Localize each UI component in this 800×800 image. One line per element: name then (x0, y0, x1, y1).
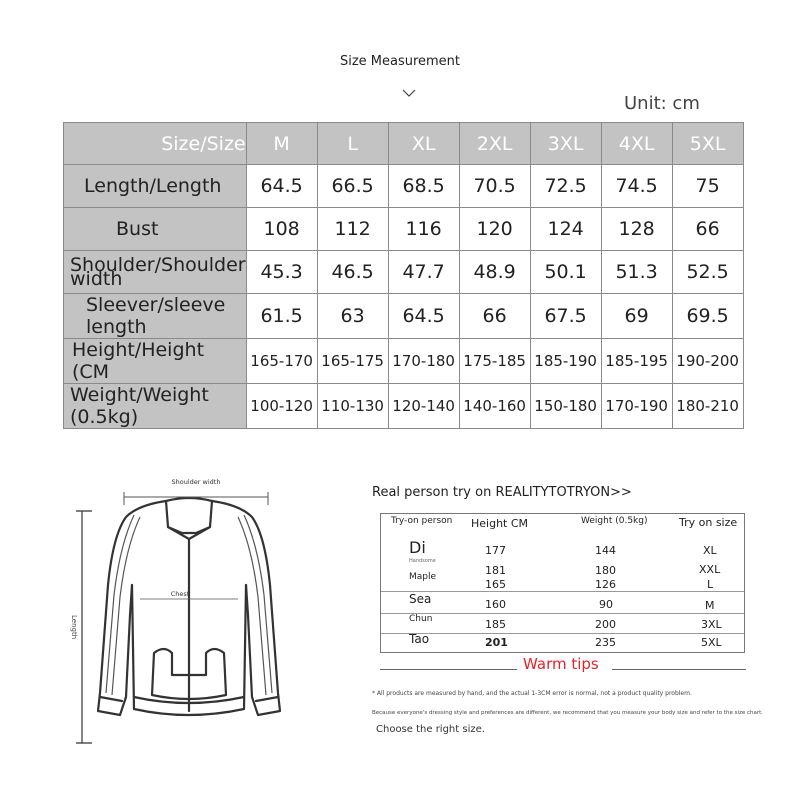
tryon-weight: 235 (595, 636, 616, 649)
table-cell: 116 (388, 208, 459, 251)
table-cell: 165-175 (317, 339, 388, 384)
table-cell: 70.5 (459, 165, 530, 208)
tryon-person-name: Di (409, 538, 426, 557)
table-cell: 46.5 (317, 251, 388, 294)
unit-label: Unit: cm (624, 93, 700, 114)
size-header-l: L (317, 123, 388, 165)
table-cell: 72.5 (530, 165, 601, 208)
table-cell: 66.5 (317, 165, 388, 208)
tryon-size: L (707, 578, 714, 591)
tryon-height: 165 (485, 578, 506, 591)
size-header-row (64, 123, 744, 165)
size-header-xl: XL (388, 123, 459, 165)
size-header-m: M (246, 123, 317, 165)
tryon-person-name: Sea (409, 592, 432, 606)
divider (380, 669, 517, 670)
tryon-weight: 180 (595, 564, 616, 577)
table-cell: 175-185 (459, 339, 530, 384)
table-cell: 50.1 (530, 251, 601, 294)
table-cell: 67.5 (530, 294, 601, 339)
page-title: Size Measurement (339, 54, 461, 69)
tryon-person-name: Tao (409, 632, 430, 646)
table-cell: 47.7 (388, 251, 459, 294)
table-cell: 185-195 (601, 339, 672, 384)
size-header-4xl: 4XL (601, 123, 672, 165)
table-cell: 140-160 (459, 384, 530, 429)
tryon-weight: 144 (595, 544, 616, 557)
size-header-label: Size/Size (64, 123, 247, 165)
row-label-height: Height/Height (CM (64, 339, 247, 384)
tryon-height: 160 (485, 598, 506, 611)
jacket-diagram (68, 475, 308, 755)
table-cell: 150-180 (530, 384, 601, 429)
tryon-size: 3XL (701, 618, 722, 631)
table-cell: 110-130 (317, 384, 388, 429)
table-cell: 69 (601, 294, 672, 339)
table-row (64, 251, 744, 294)
tryon-person-name: Maple (409, 572, 437, 582)
table-row (64, 384, 744, 429)
table-row (64, 165, 744, 208)
table-cell: 120 (459, 208, 530, 251)
table-cell: 165-170 (246, 339, 317, 384)
warm-tips-title: Warm tips (523, 655, 599, 673)
tryon-person-note: Handsome (409, 558, 436, 564)
tryon-header-weight: Weight (0.5kg) (581, 516, 648, 526)
tryon-weight: 126 (595, 578, 616, 591)
table-cell: 74.5 (601, 165, 672, 208)
warm-tip-note: Choose the right size. (376, 724, 485, 735)
table-row (64, 339, 744, 384)
size-header-3xl: 3XL (530, 123, 601, 165)
row-label-length: Length/Length (64, 165, 247, 208)
chest-label: Chest (170, 590, 190, 598)
row-label-bust: Bust (64, 208, 247, 251)
table-cell: 108 (246, 208, 317, 251)
table-cell: 185-190 (530, 339, 601, 384)
table-cell: 170-180 (388, 339, 459, 384)
table-cell: 124 (530, 208, 601, 251)
table-cell: 61.5 (246, 294, 317, 339)
table-cell: 48.9 (459, 251, 530, 294)
table-cell: 63 (317, 294, 388, 339)
table-cell: 64.5 (246, 165, 317, 208)
tryon-height: 201 (485, 636, 508, 649)
table-cell: 69.5 (672, 294, 743, 339)
table-row (64, 208, 744, 251)
table-cell: 180-210 (672, 384, 743, 429)
table-cell: 66 (672, 208, 743, 251)
size-table (63, 122, 744, 429)
tryon-weight: 200 (595, 618, 616, 631)
tryon-size: 5XL (701, 636, 722, 649)
table-cell: 64.5 (388, 294, 459, 339)
tryon-size: XL (703, 544, 717, 557)
row-label-sleeve: Sleever/sleeve length (64, 294, 247, 339)
table-cell: 45.3 (246, 251, 317, 294)
tryon-weight: 90 (599, 598, 613, 611)
tryon-height: 177 (485, 544, 506, 557)
table-cell: 128 (601, 208, 672, 251)
divider (381, 613, 744, 614)
table-cell: 52.5 (672, 251, 743, 294)
tryon-header-height: Height CM (471, 517, 529, 530)
size-header-5xl: 5XL (672, 123, 743, 165)
shoulder-width-label: Shoulder width (171, 478, 221, 486)
table-cell: 112 (317, 208, 388, 251)
tryon-height: 185 (485, 618, 506, 631)
length-label: Length (70, 615, 78, 640)
divider (612, 669, 746, 670)
table-cell: 75 (672, 165, 743, 208)
table-cell: 190-200 (672, 339, 743, 384)
tryon-table (380, 513, 745, 653)
tryon-header-size: Try on size (679, 516, 738, 529)
divider (381, 591, 744, 592)
tryon-header-person: Try-on person (391, 516, 453, 526)
table-cell: 66 (459, 294, 530, 339)
tryon-person-name: Chun (409, 614, 433, 624)
row-label-weight: Weight/Weight (0.5kg) (64, 384, 247, 429)
tryon-height: 181 (485, 564, 506, 577)
table-cell: 51.3 (601, 251, 672, 294)
row-label-shoulder: Shoulder/Shoulder width (64, 251, 247, 294)
table-cell: 170-190 (601, 384, 672, 429)
warm-tip-note: Because everyone's dressing style and preferences are different, we recommend that you measure your body size and refer to the size chart. (372, 710, 764, 716)
tryon-title: Real person try on REALITYTOTRYON>> (372, 485, 632, 500)
size-header-2xl: 2XL (459, 123, 530, 165)
table-cell: 100-120 (246, 384, 317, 429)
divider (381, 633, 744, 634)
table-cell: 68.5 (388, 165, 459, 208)
tryon-size: XXL (699, 563, 721, 576)
warm-tip-note: * All products are measured by hand, and the actual 1-3CM error is normal, not a product quality problem. (372, 690, 692, 697)
tryon-size: M (705, 599, 715, 612)
chevron-down-icon (402, 86, 416, 100)
table-cell: 120-140 (388, 384, 459, 429)
table-row (64, 294, 744, 339)
